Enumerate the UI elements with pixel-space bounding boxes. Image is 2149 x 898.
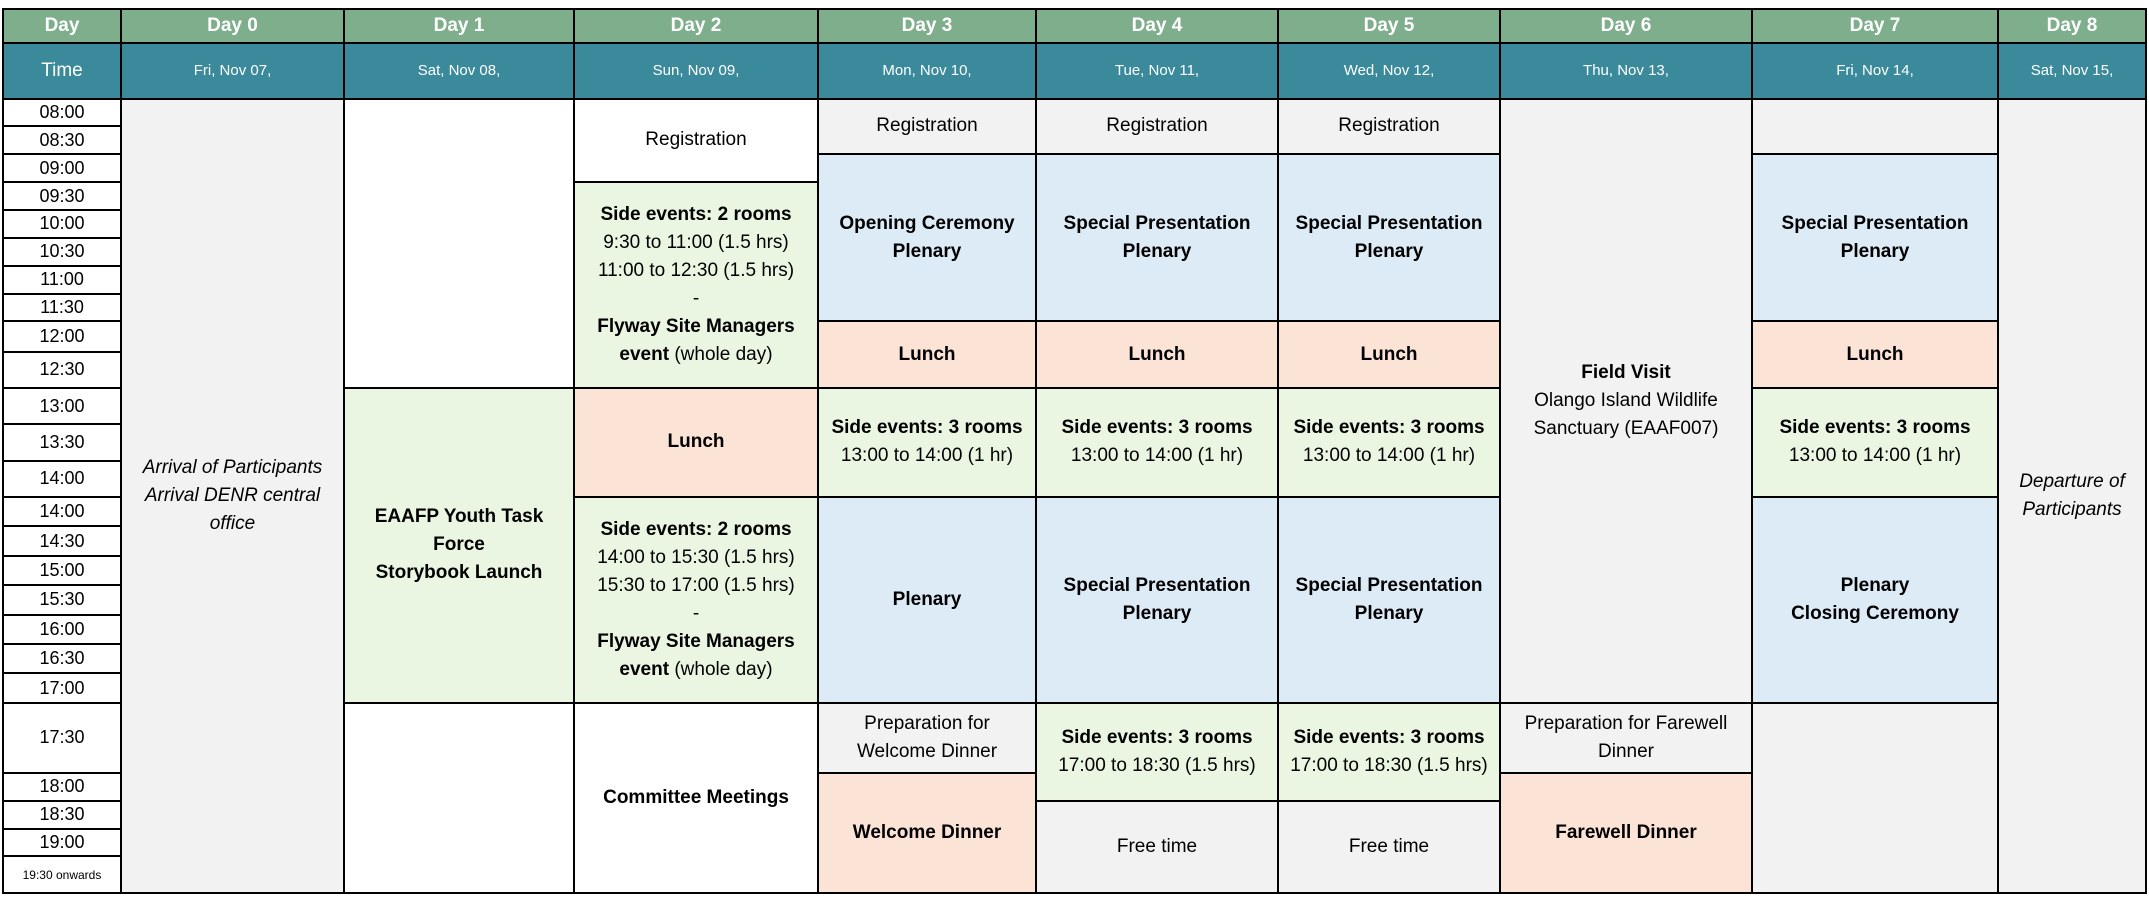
event-line: Special Presentation [1063, 574, 1251, 596]
event-cell [1752, 154, 1998, 321]
event-cell [1278, 388, 1500, 497]
event-line: Side events: 3 rooms [1779, 417, 1971, 439]
event-line: Departure of [2019, 470, 2125, 492]
event-cell [574, 99, 818, 183]
event-line: 17:00 to 18:30 (1.5 hrs) [1290, 754, 1488, 776]
time-label: 13:00 [3, 388, 121, 424]
event-cell [1278, 321, 1500, 388]
date-header-8: Sat, Nov 15, [1998, 43, 2146, 99]
day-header-row [3, 9, 2146, 43]
event-line: Side events: 3 rooms [1293, 417, 1485, 439]
event-line: 13:00 to 14:00 (1 hr) [1788, 445, 1962, 467]
day-header-2: Day 2 [574, 9, 818, 43]
event-line: Side events: 3 rooms [831, 417, 1023, 439]
time-label: 10:30 [3, 238, 121, 266]
event-line: Flyway Site Managers [597, 630, 795, 652]
event-cell [574, 182, 818, 388]
event-line: Side events: 3 rooms [1293, 726, 1485, 748]
event-cell [1500, 99, 1752, 703]
time-label: 19:00 [3, 829, 121, 857]
time-label: 14:00 [3, 461, 121, 497]
event-cell [818, 388, 1036, 497]
event-cell [574, 388, 818, 497]
time-label: 19:30 onwards [3, 856, 121, 893]
event-line: 13:00 to 14:00 (1 hr) [1070, 445, 1244, 467]
event-cell [1278, 497, 1500, 703]
date-header-7: Fri, Nov 14, [1752, 43, 1998, 99]
event-cell [1752, 703, 1998, 893]
event-cell [818, 773, 1036, 893]
event-cell [574, 703, 818, 893]
date-header-2: Sun, Nov 09, [574, 43, 818, 99]
event-line: Farewell Dinner [1555, 821, 1697, 843]
event-line: Plenary [1122, 602, 1192, 624]
time-label: 15:00 [3, 556, 121, 585]
event-cell [344, 99, 574, 388]
date-header-0: Fri, Nov 07, [121, 43, 344, 99]
schedule-table [2, 8, 2147, 894]
event-line: event (whole day) [619, 658, 773, 680]
time-label: 18:00 [3, 773, 121, 801]
time-label: 08:00 [3, 99, 121, 127]
event-cell [1500, 703, 1752, 773]
event-line: 15:30 to 17:00 (1.5 hrs) [597, 574, 795, 596]
event-line: Free time [1116, 835, 1198, 857]
event-line: 17:00 to 18:30 (1.5 hrs) [1058, 754, 1256, 776]
event-line: Plenary [1354, 602, 1424, 624]
event-cell [1752, 99, 1998, 155]
time-column-header: Time [3, 43, 121, 99]
event-line: Closing Ceremony [1791, 602, 1959, 624]
event-cell [1998, 99, 2146, 893]
event-line: Participants [2022, 498, 2122, 520]
event-cell [1278, 703, 1500, 801]
event-line: Plenary [1840, 574, 1910, 596]
time-label: 13:30 [3, 424, 121, 460]
date-header-5: Wed, Nov 12, [1278, 43, 1500, 99]
event-line: Side events: 2 rooms [600, 518, 792, 540]
time-label: 16:30 [3, 644, 121, 673]
event-line: Plenary [892, 588, 962, 610]
event-cell [1036, 703, 1278, 801]
day-column-header: Day [3, 9, 121, 43]
time-label: 11:00 [3, 266, 121, 294]
day-header-4: Day 4 [1036, 9, 1278, 43]
time-row [3, 99, 2146, 127]
event-cell [1278, 154, 1500, 321]
event-line: Preparation for [864, 712, 990, 734]
time-label: 17:00 [3, 673, 121, 702]
event-line: Side events: 3 rooms [1061, 417, 1253, 439]
date-header-row [3, 43, 2146, 99]
event-line: Side events: 3 rooms [1061, 726, 1253, 748]
date-header-4: Tue, Nov 11, [1036, 43, 1278, 99]
time-label: 16:00 [3, 615, 121, 644]
event-cell [574, 497, 818, 703]
event-line: Special Presentation [1781, 212, 1969, 234]
event-line: 13:00 to 14:00 (1 hr) [840, 445, 1014, 467]
event-cell [1036, 321, 1278, 388]
day-header-0: Day 0 [121, 9, 344, 43]
event-cell [1752, 321, 1998, 388]
day-header-8: Day 8 [1998, 9, 2146, 43]
event-line: 9:30 to 11:00 (1.5 hrs) [603, 232, 789, 254]
time-label: 15:30 [3, 585, 121, 614]
event-line: event (whole day) [619, 344, 773, 366]
event-line: Arrival of Participants [142, 456, 323, 478]
time-label: 17:30 [3, 703, 121, 773]
event-line: Sanctuary (EAAF007) [1533, 417, 1719, 439]
day-header-6: Day 6 [1500, 9, 1752, 43]
time-label: 12:30 [3, 352, 121, 388]
time-label: 14:00 [3, 497, 121, 526]
time-label: 10:00 [3, 210, 121, 238]
event-cell [818, 703, 1036, 773]
event-line: Flyway Site Managers [597, 316, 795, 338]
event-line: Plenary [892, 240, 962, 262]
event-cell [344, 703, 574, 893]
time-label: 09:00 [3, 154, 121, 182]
event-line: Welcome Dinner [856, 740, 998, 762]
event-line: Lunch [1846, 343, 1904, 365]
event-line: Plenary [1122, 240, 1192, 262]
event-line: Plenary [1354, 240, 1424, 262]
event-line: Committee Meetings [603, 786, 789, 808]
event-line: Lunch [667, 431, 725, 453]
event-cell [818, 154, 1036, 321]
event-cell [1036, 99, 1278, 155]
event-line: Registration [876, 115, 978, 137]
event-line: 14:00 to 15:30 (1.5 hrs) [597, 546, 795, 568]
event-line: EAAFP Youth Task Force [374, 506, 544, 556]
event-line: 13:00 to 14:00 (1 hr) [1302, 445, 1476, 467]
event-cell [818, 99, 1036, 155]
event-cell [818, 321, 1036, 388]
event-line: Arrival DENR central office [144, 484, 321, 534]
date-header-1: Sat, Nov 08, [344, 43, 574, 99]
event-line: Special Presentation [1295, 574, 1483, 596]
event-line: Lunch [1128, 343, 1186, 365]
event-line: Side events: 2 rooms [600, 204, 792, 226]
event-line: Registration [1106, 115, 1208, 137]
event-cell [1036, 388, 1278, 497]
event-line: Special Presentation [1063, 212, 1251, 234]
day-header-5: Day 5 [1278, 9, 1500, 43]
day-header-3: Day 3 [818, 9, 1036, 43]
event-line: Free time [1348, 835, 1430, 857]
event-cell [344, 388, 574, 703]
event-line: - [692, 288, 700, 310]
date-header-3: Mon, Nov 10, [818, 43, 1036, 99]
event-line: Special Presentation [1295, 212, 1483, 234]
event-cell [1278, 99, 1500, 155]
time-label: 14:30 [3, 526, 121, 555]
event-cell [1500, 773, 1752, 893]
event-cell [1278, 801, 1500, 893]
event-cell [1752, 497, 1998, 703]
event-line: - [692, 602, 700, 624]
event-line: 11:00 to 12:30 (1.5 hrs) [597, 260, 795, 282]
event-cell [1036, 497, 1278, 703]
date-header-6: Thu, Nov 13, [1500, 43, 1752, 99]
event-line: Opening Ceremony [839, 212, 1015, 234]
event-line: Registration [645, 129, 747, 151]
time-label: 12:00 [3, 321, 121, 351]
event-line: Field Visit [1581, 361, 1671, 383]
event-line: Preparation for Farewell [1524, 712, 1728, 734]
event-cell [1036, 154, 1278, 321]
event-line: Lunch [1360, 343, 1418, 365]
time-label: 18:30 [3, 801, 121, 829]
schedule-body [3, 9, 2146, 893]
day-header-1: Day 1 [344, 9, 574, 43]
event-line: Storybook Launch [375, 562, 543, 584]
event-line: Registration [1338, 115, 1440, 137]
time-label: 08:30 [3, 126, 121, 154]
time-label: 09:30 [3, 182, 121, 210]
event-cell [818, 497, 1036, 703]
event-line: Plenary [1840, 240, 1910, 262]
event-cell [121, 99, 344, 893]
event-line: Dinner [1598, 740, 1654, 762]
event-line: Olango Island Wildlife [1534, 389, 1718, 411]
time-label: 11:30 [3, 294, 121, 322]
event-line: Welcome Dinner [852, 821, 1002, 843]
event-cell [1752, 388, 1998, 497]
event-line: Lunch [898, 343, 956, 365]
event-cell [1036, 801, 1278, 893]
day-header-7: Day 7 [1752, 9, 1998, 43]
